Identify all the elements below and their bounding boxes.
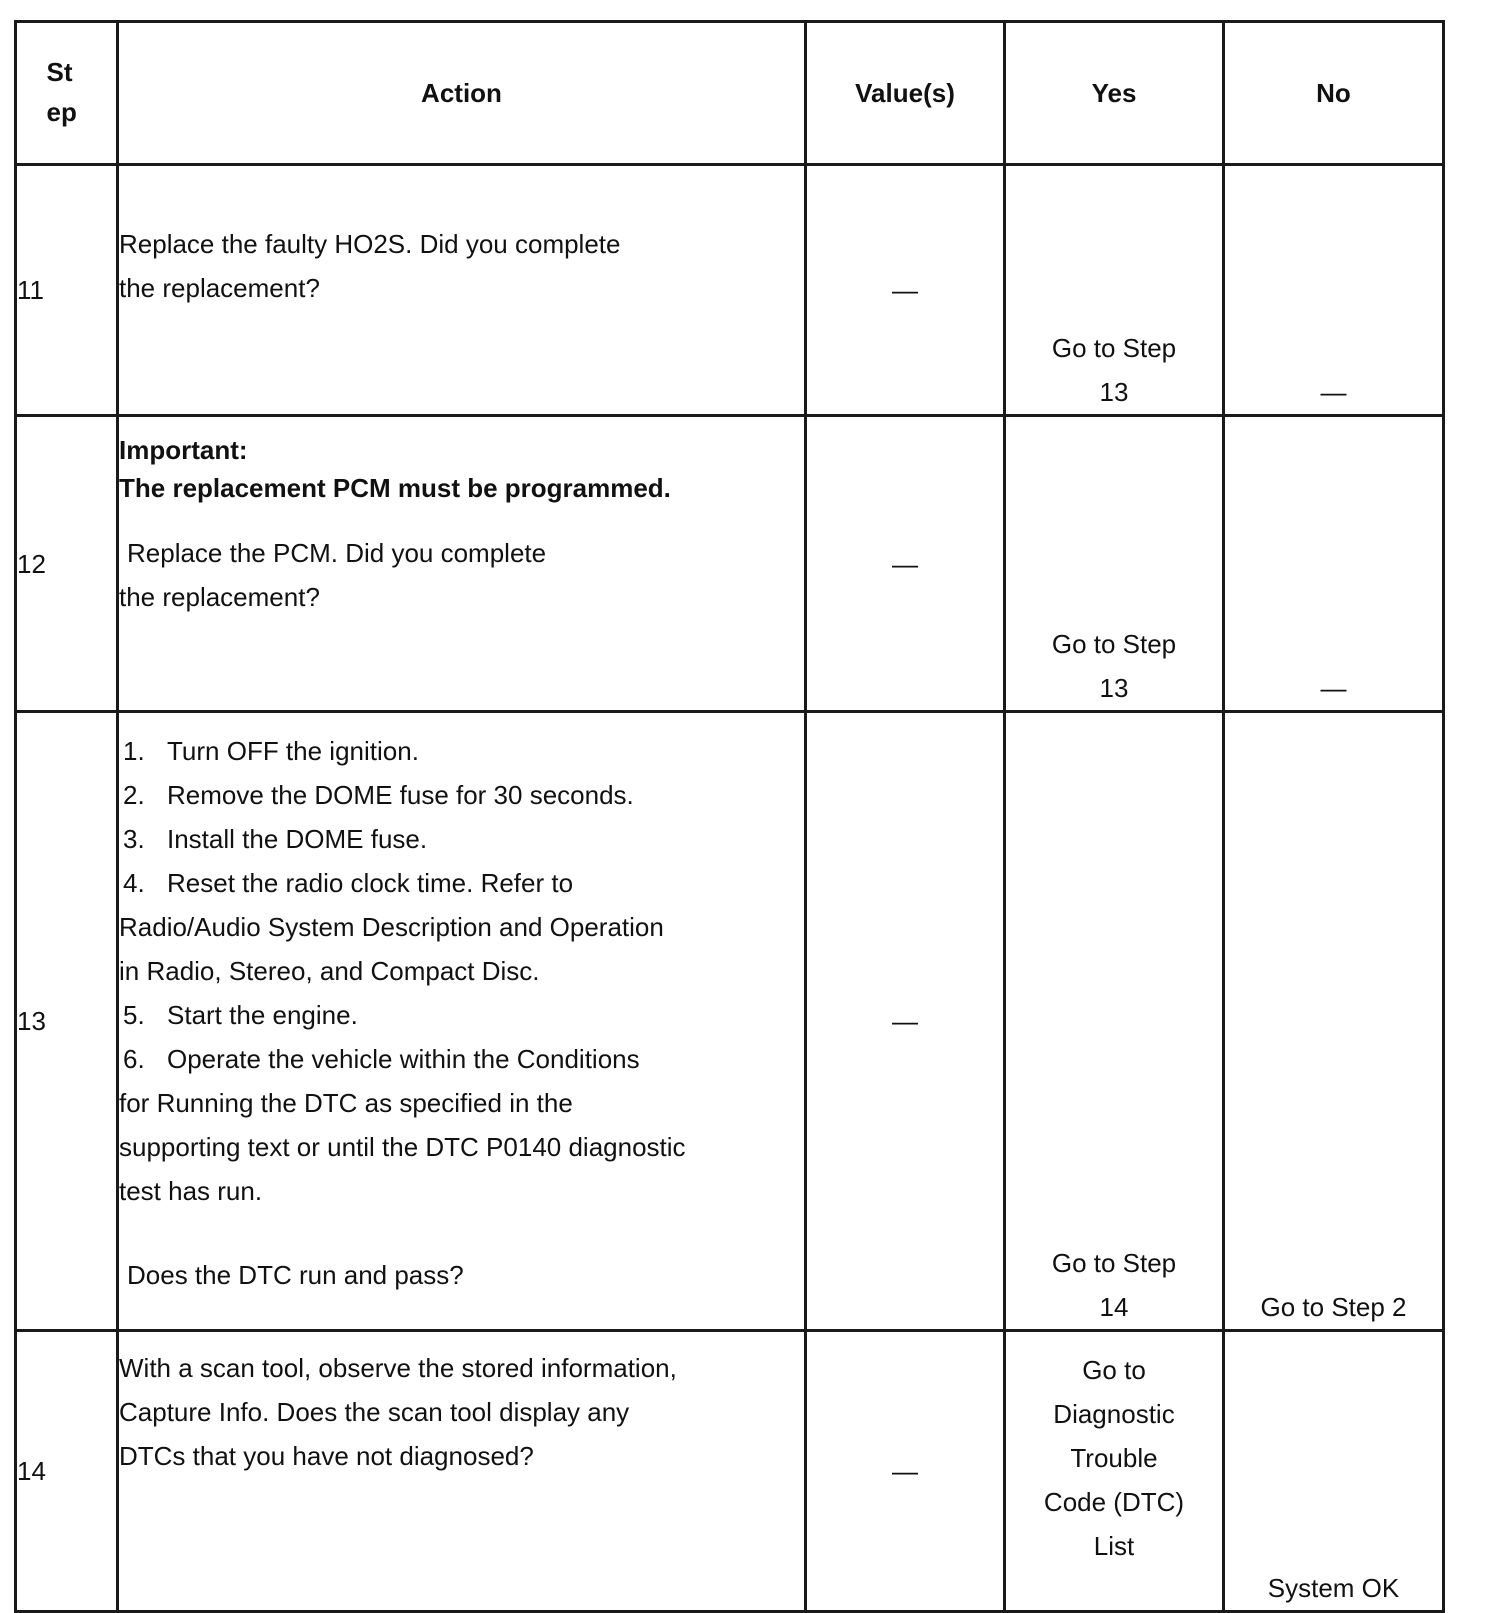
step-number: 13 [16, 712, 118, 1331]
list-item: 6. Operate the vehicle within the Conditions [123, 1044, 640, 1074]
list-item-continuation: in Radio, Stereo, and Compact Disc. [119, 956, 540, 986]
yes-line: Diagnostic [1053, 1399, 1175, 1429]
table-row [16, 165, 1444, 416]
list-item-continuation: for Running the DTC as specified in the [119, 1088, 573, 1118]
step-number: 11 [16, 165, 118, 416]
step-number: 12 [16, 416, 118, 712]
no-cell: Go to Step 2 [1224, 712, 1444, 1331]
yes-line: Go to Step [1051, 333, 1177, 363]
header-step-line2: ep [46, 97, 77, 127]
diagnostic-table [14, 20, 1445, 1613]
list-item: 3. Install the DOME fuse. [123, 824, 428, 854]
yes-line: Go to Step [1051, 1248, 1177, 1278]
no-cell: System OK [1224, 1331, 1444, 1612]
header-no: No [1224, 22, 1444, 165]
header-row [16, 22, 1444, 165]
value-cell: — [806, 165, 1005, 416]
list-item: 5. Start the engine. [123, 1000, 358, 1030]
important-text: The replacement PCM must be programmed. [119, 473, 671, 503]
table-row [16, 1331, 1444, 1612]
header-action: Action [118, 22, 806, 165]
yes-line: Go to [1082, 1355, 1146, 1385]
action-line: With a scan tool, observe the stored information, [119, 1353, 677, 1383]
value-cell: — [806, 712, 1005, 1331]
value-cell: — [806, 416, 1005, 712]
yes-cell [1005, 712, 1224, 1331]
header-yes: Yes [1005, 22, 1224, 165]
yes-line: List [1093, 1531, 1135, 1561]
list-item-continuation: test has run. [119, 1176, 263, 1206]
list-item-continuation: Radio/Audio System Description and Operation [119, 912, 664, 942]
table-row [16, 712, 1444, 1331]
action-line: Replace the faulty HO2S. Did you complete [119, 229, 621, 259]
header-step [16, 22, 118, 165]
action-cell [118, 1331, 806, 1612]
list-item-continuation: supporting text or until the DTC P0140 diagnostic [119, 1132, 686, 1162]
yes-line: 14 [1099, 1292, 1129, 1322]
action-line: the replacement? [119, 273, 320, 303]
step-number: 14 [16, 1331, 118, 1612]
action-line: Replace the PCM. Did you complete [127, 538, 547, 568]
yes-cell [1005, 1331, 1224, 1612]
table-row [16, 416, 1444, 712]
yes-line: 13 [1099, 377, 1129, 407]
yes-line: 13 [1099, 673, 1129, 703]
yes-cell [1005, 416, 1224, 712]
important-label: Important: [119, 435, 248, 465]
action-line: the replacement? [119, 582, 320, 612]
yes-line: Go to Step [1051, 629, 1177, 659]
value-cell: — [806, 1331, 1005, 1612]
yes-line: Code (DTC) [1043, 1487, 1185, 1517]
header-values: Value(s) [806, 22, 1005, 165]
yes-line: Trouble [1070, 1443, 1158, 1473]
no-cell: — [1224, 416, 1444, 712]
action-line: DTCs that you have not diagnosed? [119, 1441, 534, 1471]
action-line: Capture Info. Does the scan tool display any [119, 1397, 630, 1427]
list-item: 1. Turn OFF the ignition. [123, 736, 419, 766]
yes-cell [1005, 165, 1224, 416]
list-item: 2. Remove the DOME fuse for 30 seconds. [123, 780, 634, 810]
action-question: Does the DTC run and pass? [127, 1260, 464, 1290]
action-cell [118, 712, 806, 1331]
no-cell: — [1224, 165, 1444, 416]
action-cell [118, 165, 806, 416]
header-step-line1: St [46, 57, 73, 87]
list-item: 4. Reset the radio clock time. Refer to [123, 868, 574, 898]
action-cell [118, 416, 806, 712]
